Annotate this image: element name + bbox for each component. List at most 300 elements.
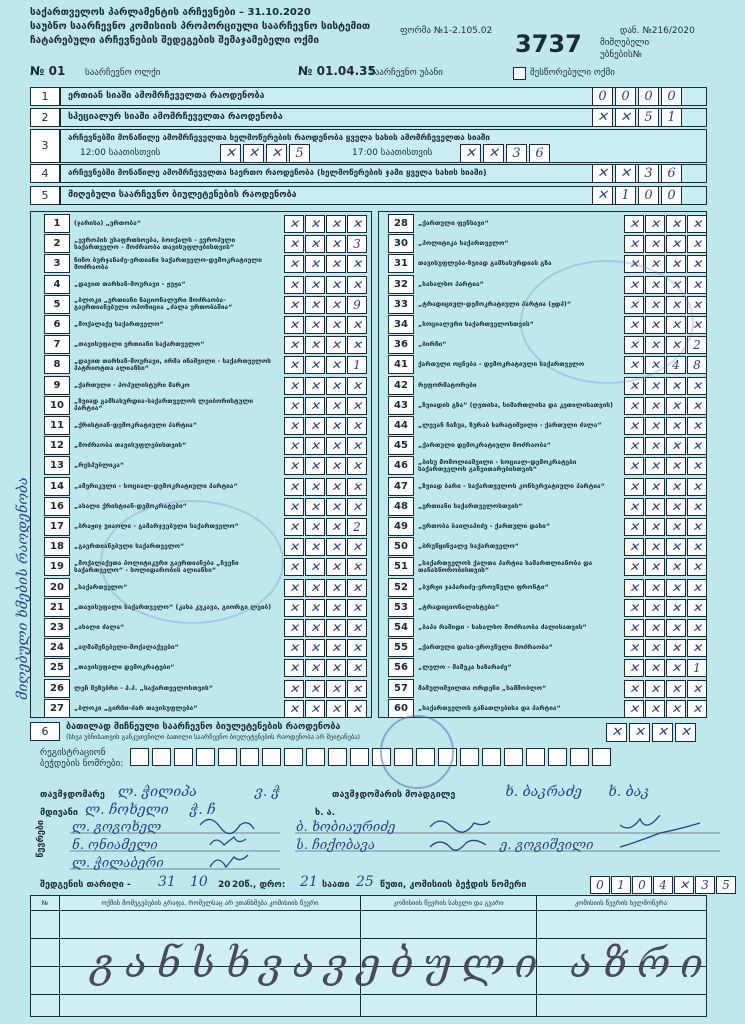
vote-digit-cell[interactable]: ✕: [284, 599, 304, 617]
vote-digit-cell[interactable]: ✕: [347, 397, 367, 415]
vote-digit-cell[interactable]: ✕: [624, 397, 644, 415]
vote-digit-cell[interactable]: 2: [347, 518, 367, 536]
vote-digit-cell[interactable]: ✕: [305, 417, 325, 435]
digit-cell[interactable]: 5: [638, 108, 659, 127]
vote-digit-cell[interactable]: ✕: [305, 377, 325, 395]
party-number: 21: [44, 598, 70, 617]
registration-seal-box[interactable]: [174, 748, 193, 766]
registration-seal-box[interactable]: [482, 748, 501, 766]
vote-digit-cell[interactable]: ✕: [645, 579, 665, 597]
party-number: 7: [44, 335, 70, 354]
vote-digit-cell[interactable]: ✕: [326, 296, 346, 314]
vote-digit-cell[interactable]: ✕: [305, 478, 325, 496]
vote-digit-cell[interactable]: ✕: [666, 336, 686, 354]
vote-digit-cell[interactable]: ✕: [687, 316, 707, 334]
vote-digit-cell[interactable]: ✕: [624, 680, 644, 698]
vote-digit-cell[interactable]: ✕: [624, 619, 644, 637]
vote-digit-cell[interactable]: ✕: [326, 639, 346, 657]
seal-digit-cell[interactable]: 1: [611, 876, 631, 894]
time-17-label: 17:00 საათისთვის: [352, 148, 433, 158]
digit-cell[interactable]: 0: [661, 87, 682, 106]
vote-digit-cell[interactable]: ✕: [305, 457, 325, 475]
digit-cell[interactable]: ✕: [652, 723, 673, 742]
vote-digit-cell[interactable]: ✕: [624, 639, 644, 657]
vote-digit-cell[interactable]: ✕: [284, 255, 304, 273]
vote-digit-cell[interactable]: ✕: [687, 680, 707, 698]
vote-digit-cell[interactable]: ✕: [326, 579, 346, 597]
vote-digit-cell[interactable]: ✕: [305, 235, 325, 253]
vote-digit-cell[interactable]: ✕: [687, 498, 707, 516]
party-name: „ზვიადის გზა“ (ღვთისა, სიმართლისა და კეთილისათვის): [418, 401, 614, 409]
vote-digit-cell[interactable]: ✕: [624, 478, 644, 496]
vote-digit-cell[interactable]: ✕: [284, 579, 304, 597]
vote-digit-cell[interactable]: ✕: [624, 276, 644, 294]
vote-digit-cell[interactable]: ✕: [347, 619, 367, 637]
vote-digit-cell[interactable]: ✕: [645, 659, 665, 677]
registration-seal-box[interactable]: [262, 748, 281, 766]
vote-digit-cell[interactable]: ✕: [326, 235, 346, 253]
vote-digit-cell[interactable]: 8: [687, 356, 707, 374]
party-number: 13: [44, 456, 70, 475]
vote-digit-cell[interactable]: ✕: [305, 276, 325, 294]
digit-cell[interactable]: ✕: [615, 164, 636, 183]
party-name: „ქრისტიან-დემოკრატიული პარტია“: [74, 422, 198, 429]
vote-digit-cell[interactable]: ✕: [305, 498, 325, 516]
vote-digit-cell[interactable]: ✕: [624, 296, 644, 314]
vote-digit-cell[interactable]: ✕: [645, 498, 665, 516]
vote-digit-cell[interactable]: ✕: [687, 457, 707, 475]
digit-cell[interactable]: ✕: [615, 108, 636, 127]
vote-digit-cell[interactable]: ✕: [305, 336, 325, 354]
vote-digit-cell[interactable]: ✕: [326, 457, 346, 475]
digit-cell[interactable]: 3: [506, 144, 527, 163]
party-row: [384, 234, 618, 253]
vote-digit-cell[interactable]: ✕: [645, 417, 665, 435]
vote-digit-cell[interactable]: ✕: [645, 518, 665, 536]
members-label: წევრები: [36, 820, 46, 858]
vote-digit-cell[interactable]: ✕: [347, 700, 367, 718]
vote-digit-cell[interactable]: ✕: [284, 417, 304, 435]
registration-seal-box[interactable]: [504, 748, 523, 766]
vote-digit-cell[interactable]: ✕: [305, 599, 325, 617]
vote-digit-cell[interactable]: ✕: [347, 377, 367, 395]
party-row: [40, 234, 274, 253]
vote-digit-cell[interactable]: ✕: [624, 377, 644, 395]
vote-digit-cell[interactable]: ✕: [326, 498, 346, 516]
vote-digit-cell[interactable]: ✕: [666, 276, 686, 294]
vote-digit-cell[interactable]: ✕: [687, 518, 707, 536]
vote-digit-cell[interactable]: ✕: [645, 619, 665, 637]
seal-digit-cell[interactable]: 0: [590, 876, 610, 894]
vote-digit-cell[interactable]: ✕: [666, 538, 686, 556]
vote-digit-cell[interactable]: ✕: [624, 558, 644, 576]
vote-digit-cell[interactable]: ✕: [645, 599, 665, 617]
vote-digit-cell[interactable]: ✕: [347, 579, 367, 597]
party-name: „ტრადიციულ-დემოკრატიული პარტია (ჟდპ)“: [418, 300, 572, 308]
vote-digit-cell[interactable]: ✕: [645, 639, 665, 657]
vote-digit-cell[interactable]: ✕: [645, 276, 665, 294]
vote-digit-cell[interactable]: ✕: [284, 518, 304, 536]
vote-digit-cell[interactable]: ✕: [284, 296, 304, 314]
party-number: 4: [44, 275, 70, 294]
vote-digit-cell[interactable]: ✕: [326, 336, 346, 354]
vote-digit-cell[interactable]: ✕: [624, 417, 644, 435]
party-name: „თავისუფალი საქართველო“ (კახა კუკავა, გიორგი ლეიბ): [74, 603, 272, 611]
digit-cell[interactable]: ✕: [266, 144, 287, 163]
vote-digit-cell[interactable]: ✕: [666, 639, 686, 657]
vote-digit-cell[interactable]: ✕: [666, 296, 686, 314]
registration-seal-box[interactable]: [570, 748, 589, 766]
vote-digit-cell[interactable]: ✕: [624, 336, 644, 354]
vote-digit-cell[interactable]: 2: [687, 336, 707, 354]
vote-digit-cell[interactable]: ✕: [666, 498, 686, 516]
registration-seal-box[interactable]: [130, 748, 149, 766]
vote-digit-cell[interactable]: ✕: [326, 659, 346, 677]
vote-digit-cell[interactable]: ✕: [347, 255, 367, 273]
vote-digit-cell[interactable]: ✕: [687, 579, 707, 597]
party-name: „ბირჩი“: [418, 341, 447, 349]
vote-digit-cell[interactable]: ✕: [687, 255, 707, 273]
vote-digit-cell[interactable]: ✕: [347, 336, 367, 354]
vote-digit-cell[interactable]: ✕: [326, 437, 346, 455]
registration-seal-box[interactable]: [306, 748, 325, 766]
registration-seal-box[interactable]: [460, 748, 479, 766]
vote-digit-cell[interactable]: ✕: [666, 215, 686, 233]
vote-digit-cell[interactable]: ✕: [284, 336, 304, 354]
vote-digit-cell[interactable]: ✕: [305, 558, 325, 576]
registration-seal-box[interactable]: [240, 748, 259, 766]
party-number: 10: [44, 396, 70, 415]
vote-digit-cell[interactable]: ✕: [347, 680, 367, 698]
vote-digit-cell[interactable]: ✕: [687, 599, 707, 617]
registration-seal-box[interactable]: [196, 748, 215, 766]
vote-digit-cell[interactable]: ✕: [347, 478, 367, 496]
party-vote-cells: [284, 680, 367, 698]
vote-digit-cell[interactable]: ✕: [687, 235, 707, 253]
vote-digit-cell[interactable]: ✕: [687, 619, 707, 637]
vote-digit-cell[interactable]: ✕: [347, 437, 367, 455]
vote-digit-cell[interactable]: ✕: [347, 558, 367, 576]
vote-digit-cell[interactable]: 1: [687, 659, 707, 677]
digit-cell[interactable]: 1: [661, 108, 682, 127]
vote-digit-cell[interactable]: ✕: [666, 518, 686, 536]
table-col-member-signature: კომისიის წევრის ხელმოწერა: [574, 899, 668, 907]
vote-digit-cell[interactable]: ✕: [347, 276, 367, 294]
vote-digit-cell[interactable]: ✕: [347, 599, 367, 617]
digit-cell[interactable]: 3: [638, 164, 659, 183]
vote-digit-cell[interactable]: ✕: [326, 599, 346, 617]
digit-cell[interactable]: 0: [661, 186, 682, 205]
digit-cell[interactable]: 1: [615, 186, 636, 205]
vote-digit-cell[interactable]: ✕: [284, 356, 304, 374]
vote-digit-cell[interactable]: ✕: [284, 316, 304, 334]
digit-cell[interactable]: ✕: [606, 723, 627, 742]
vote-digit-cell[interactable]: ✕: [305, 700, 325, 718]
vote-digit-cell[interactable]: ✕: [305, 397, 325, 415]
vote-digit-cell[interactable]: ✕: [326, 680, 346, 698]
vote-digit-cell[interactable]: ✕: [645, 377, 665, 395]
party-name: მამულიშვილთა ორდენი „სამშობლო“: [418, 684, 547, 692]
registration-seal-box[interactable]: [328, 748, 347, 766]
vote-digit-cell[interactable]: ✕: [284, 235, 304, 253]
vote-digit-cell[interactable]: ✕: [666, 599, 686, 617]
vote-digit-cell[interactable]: 9: [347, 296, 367, 314]
vote-digit-cell[interactable]: ✕: [326, 478, 346, 496]
registration-seal-box[interactable]: [548, 748, 567, 766]
party-number: 26: [44, 679, 70, 698]
vote-digit-cell[interactable]: ✕: [284, 397, 304, 415]
party-number: 36: [388, 335, 414, 354]
vote-digit-cell[interactable]: ✕: [305, 518, 325, 536]
party-number: 16: [44, 497, 70, 516]
vote-digit-cell[interactable]: ✕: [624, 215, 644, 233]
vote-digit-cell[interactable]: ✕: [645, 215, 665, 233]
vote-digit-cell[interactable]: ✕: [645, 397, 665, 415]
vote-digit-cell[interactable]: ✕: [326, 518, 346, 536]
vote-digit-cell[interactable]: ✕: [347, 659, 367, 677]
party-vote-cells: [624, 215, 707, 233]
vote-digit-cell[interactable]: ✕: [666, 235, 686, 253]
vote-digit-cell[interactable]: ✕: [624, 538, 644, 556]
vote-digit-cell[interactable]: ✕: [666, 377, 686, 395]
vote-digit-cell[interactable]: ✕: [666, 680, 686, 698]
seal-digit-cell[interactable]: 3: [695, 876, 715, 894]
digit-cell[interactable]: ✕: [243, 144, 264, 163]
vote-digit-cell[interactable]: ✕: [326, 397, 346, 415]
digit-cell[interactable]: ✕: [483, 144, 504, 163]
vote-digit-cell[interactable]: ✕: [326, 316, 346, 334]
vote-digit-cell[interactable]: ✕: [284, 700, 304, 718]
party-vote-cells: [284, 377, 367, 395]
vote-digit-cell[interactable]: ✕: [666, 316, 686, 334]
vote-digit-cell[interactable]: ✕: [645, 336, 665, 354]
vote-digit-cell[interactable]: ✕: [666, 437, 686, 455]
vote-digit-cell[interactable]: ✕: [645, 437, 665, 455]
vote-digit-cell[interactable]: ✕: [624, 457, 644, 475]
digit-cell[interactable]: 5: [289, 144, 310, 163]
vote-digit-cell[interactable]: ✕: [326, 558, 346, 576]
vote-digit-cell[interactable]: ✕: [666, 619, 686, 637]
vote-digit-cell[interactable]: 3: [347, 235, 367, 253]
party-row: [384, 578, 618, 597]
party-row: [384, 396, 618, 415]
vote-digit-cell[interactable]: ✕: [347, 215, 367, 233]
vote-digit-cell[interactable]: ✕: [284, 639, 304, 657]
vote-digit-cell[interactable]: ✕: [347, 316, 367, 334]
digit-cell[interactable]: ✕: [592, 108, 613, 127]
vote-digit-cell[interactable]: ✕: [305, 579, 325, 597]
party-number: 17: [44, 517, 70, 536]
party-vote-cells: [284, 538, 367, 556]
digit-cell[interactable]: 6: [529, 144, 550, 163]
party-number: 25: [44, 658, 70, 677]
vote-digit-cell[interactable]: ✕: [624, 356, 644, 374]
vote-digit-cell[interactable]: ✕: [305, 619, 325, 637]
vote-digit-cell[interactable]: ✕: [666, 397, 686, 415]
vote-digit-cell[interactable]: ✕: [284, 680, 304, 698]
vote-digit-cell[interactable]: ✕: [687, 417, 707, 435]
digit-cell[interactable]: 0: [615, 87, 636, 106]
vote-digit-cell[interactable]: ✕: [666, 659, 686, 677]
digit-cell[interactable]: ✕: [592, 186, 613, 205]
seal-digit-cell[interactable]: 0: [632, 876, 652, 894]
vote-digit-cell[interactable]: ✕: [305, 255, 325, 273]
vote-digit-cell[interactable]: ✕: [326, 356, 346, 374]
vote-digit-cell[interactable]: ✕: [687, 276, 707, 294]
vote-digit-cell[interactable]: ✕: [645, 356, 665, 374]
party-number: 44: [388, 416, 414, 435]
vote-digit-cell[interactable]: ✕: [347, 417, 367, 435]
vote-digit-cell[interactable]: ✕: [284, 498, 304, 516]
vote-digit-cell[interactable]: ✕: [666, 255, 686, 273]
vote-digit-cell[interactable]: ✕: [305, 437, 325, 455]
seal-digit-cell[interactable]: 5: [716, 876, 736, 894]
vote-digit-cell[interactable]: ✕: [326, 417, 346, 435]
vote-digit-cell[interactable]: ✕: [687, 215, 707, 233]
vote-digit-cell[interactable]: ✕: [624, 498, 644, 516]
vote-digit-cell[interactable]: ✕: [687, 478, 707, 496]
vote-digit-cell[interactable]: ✕: [305, 680, 325, 698]
vote-digit-cell[interactable]: ✕: [624, 518, 644, 536]
vote-digit-cell[interactable]: ✕: [645, 478, 665, 496]
vote-digit-cell[interactable]: ✕: [284, 538, 304, 556]
vote-digit-cell[interactable]: ✕: [624, 316, 644, 334]
vote-digit-cell[interactable]: ✕: [624, 659, 644, 677]
vote-digit-cell[interactable]: ✕: [666, 700, 686, 718]
vote-digit-cell[interactable]: ✕: [687, 397, 707, 415]
vote-digit-cell[interactable]: ✕: [347, 498, 367, 516]
digit-cell[interactable]: ✕: [629, 723, 650, 742]
vote-digit-cell[interactable]: ✕: [326, 276, 346, 294]
party-number: 3: [44, 254, 70, 273]
vote-digit-cell[interactable]: ✕: [284, 276, 304, 294]
vote-digit-cell[interactable]: ✕: [666, 579, 686, 597]
vote-digit-cell[interactable]: ✕: [326, 538, 346, 556]
vote-digit-cell[interactable]: ✕: [284, 558, 304, 576]
vote-digit-cell[interactable]: ✕: [347, 538, 367, 556]
digit-cell[interactable]: 0: [592, 87, 613, 106]
vote-digit-cell[interactable]: ✕: [284, 377, 304, 395]
vote-digit-cell[interactable]: ✕: [284, 619, 304, 637]
vote-digit-cell[interactable]: ✕: [645, 235, 665, 253]
party-row: [384, 456, 618, 475]
party-name: „ბისუ მომოლიაშვილი - სოციალ-დემოკრატები საქართველოს განვითარებისთვის“: [418, 458, 577, 473]
vote-digit-cell[interactable]: ✕: [326, 255, 346, 273]
vote-digit-cell[interactable]: ✕: [687, 377, 707, 395]
party-vote-cells: [284, 437, 367, 455]
vote-digit-cell[interactable]: ✕: [624, 235, 644, 253]
vote-digit-cell[interactable]: ✕: [645, 538, 665, 556]
corrected-checkbox[interactable]: [513, 67, 526, 80]
registration-seal-boxes: [130, 748, 611, 766]
vote-digit-cell[interactable]: ✕: [305, 659, 325, 677]
vote-digit-cell[interactable]: ✕: [687, 558, 707, 576]
vote-digit-cell[interactable]: ✕: [305, 538, 325, 556]
vote-digit-cell[interactable]: ✕: [687, 700, 707, 718]
vote-digit-cell[interactable]: 1: [347, 356, 367, 374]
vote-digit-cell[interactable]: ✕: [687, 538, 707, 556]
chairman-name: ლ. ჭილიპა: [118, 784, 197, 800]
registration-seal-box[interactable]: [592, 748, 611, 766]
vote-digit-cell[interactable]: ✕: [624, 599, 644, 617]
vote-digit-cell[interactable]: ✕: [645, 296, 665, 314]
vote-digit-cell[interactable]: ✕: [645, 680, 665, 698]
vote-digit-cell[interactable]: ✕: [624, 437, 644, 455]
vote-digit-cell[interactable]: ✕: [645, 558, 665, 576]
vote-digit-cell[interactable]: ✕: [305, 215, 325, 233]
vote-digit-cell[interactable]: ✕: [326, 619, 346, 637]
seal-digit-cell[interactable]: ✕: [674, 876, 694, 894]
vote-digit-cell[interactable]: ✕: [305, 639, 325, 657]
vote-digit-cell[interactable]: ✕: [687, 639, 707, 657]
vote-digit-cell[interactable]: ✕: [645, 700, 665, 718]
party-vote-cells: [284, 215, 367, 233]
party-vote-cells: [284, 457, 367, 475]
vote-digit-cell[interactable]: ✕: [687, 437, 707, 455]
vote-digit-cell[interactable]: ✕: [666, 457, 686, 475]
party-vote-cells: [624, 457, 707, 475]
vote-digit-cell[interactable]: ✕: [687, 296, 707, 314]
registration-seal-box[interactable]: [218, 748, 237, 766]
party-row: [40, 416, 274, 435]
digit-cell[interactable]: 0: [638, 87, 659, 106]
registration-seal-box[interactable]: [526, 748, 545, 766]
party-name: „დავით თარხან-მოურავი, ირმა ინაშვილი - საქართველოს პატრიოტთა ალიანსი“: [74, 357, 271, 372]
registration-seal-box[interactable]: [284, 748, 303, 766]
composed-year-suffix: 20წ., დრო:: [232, 880, 286, 890]
party-number: 45: [388, 436, 414, 455]
vote-digit-cell[interactable]: ✕: [624, 700, 644, 718]
time-12-label: 12:00 საათისთვის: [80, 148, 161, 158]
digit-cell[interactable]: ✕: [675, 723, 696, 742]
registration-seal-box[interactable]: [350, 748, 369, 766]
vote-digit-cell[interactable]: ✕: [326, 215, 346, 233]
vote-digit-cell[interactable]: ✕: [305, 316, 325, 334]
vote-digit-cell[interactable]: ✕: [347, 457, 367, 475]
vote-digit-cell[interactable]: ✕: [326, 377, 346, 395]
vote-digit-cell[interactable]: ✕: [666, 417, 686, 435]
vote-digit-cell[interactable]: ✕: [347, 639, 367, 657]
digit-cell[interactable]: 0: [638, 186, 659, 205]
summary-row-cells: [592, 186, 682, 205]
vote-digit-cell[interactable]: ✕: [284, 437, 304, 455]
party-number: 14: [44, 477, 70, 496]
party-number: 51: [388, 557, 414, 576]
digit-cell[interactable]: ✕: [220, 144, 241, 163]
registration-seal-box[interactable]: [152, 748, 171, 766]
digit-cell[interactable]: 6: [661, 164, 682, 183]
vote-digit-cell[interactable]: ✕: [645, 316, 665, 334]
digit-cell[interactable]: ✕: [460, 144, 481, 163]
vote-digit-cell[interactable]: ✕: [284, 457, 304, 475]
vote-digit-cell[interactable]: ✕: [624, 255, 644, 273]
vote-digit-cell[interactable]: ✕: [645, 255, 665, 273]
vote-digit-cell[interactable]: ✕: [645, 457, 665, 475]
vote-digit-cell[interactable]: ✕: [305, 296, 325, 314]
vote-digit-cell[interactable]: 4: [666, 356, 686, 374]
vote-digit-cell[interactable]: ✕: [624, 579, 644, 597]
vote-digit-cell[interactable]: ✕: [666, 478, 686, 496]
digit-cell[interactable]: ✕: [592, 164, 613, 183]
vote-digit-cell[interactable]: ✕: [326, 700, 346, 718]
vote-digit-cell[interactable]: ✕: [284, 215, 304, 233]
vote-digit-cell[interactable]: ✕: [284, 478, 304, 496]
vote-digit-cell[interactable]: ✕: [666, 558, 686, 576]
party-vote-cells: [624, 538, 707, 556]
vote-digit-cell[interactable]: ✕: [305, 356, 325, 374]
vote-digit-cell[interactable]: ✕: [284, 659, 304, 677]
seal-digit-cell[interactable]: 4: [653, 876, 673, 894]
